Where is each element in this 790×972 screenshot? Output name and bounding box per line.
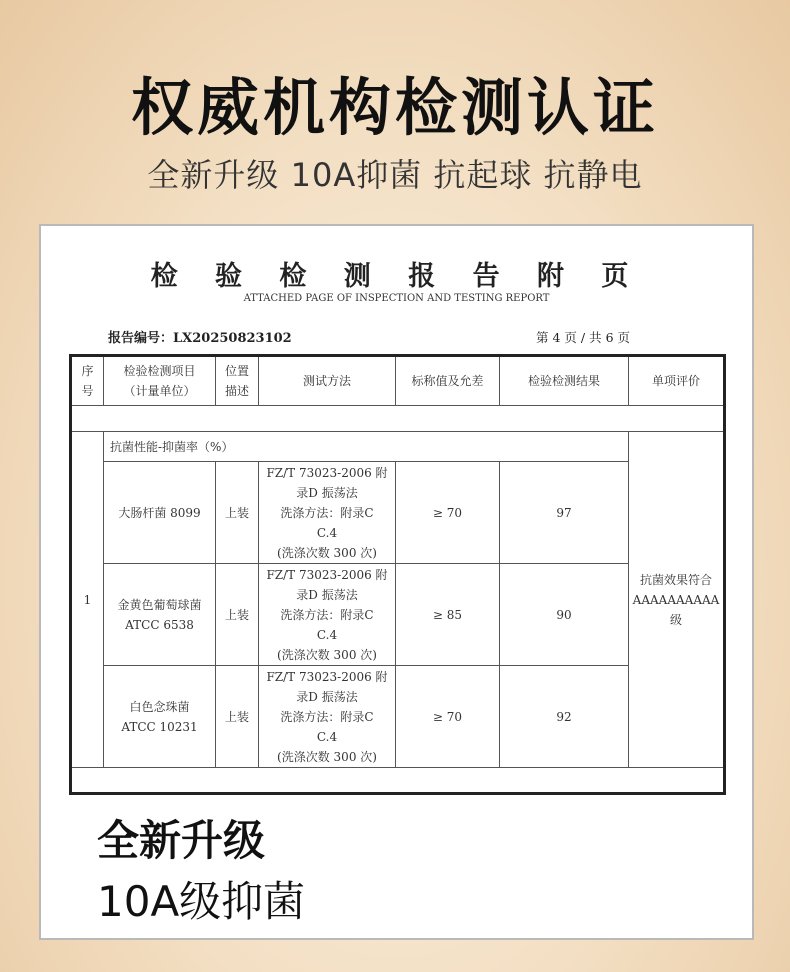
- page-info: 第 4 页 / 共 6 页: [536, 330, 630, 345]
- method-cell: FZ/T 73023-2006 附 录D 振荡法 洗涤方法：附录C C.4 (洗涤次数 300 次): [259, 564, 396, 666]
- table-row: [71, 666, 725, 768]
- method-cell: FZ/T 73023-2006 附 录D 振荡法 洗涤方法：附录C C.4 (洗涤次数 300 次): [259, 462, 396, 564]
- report-number: 报告编号：LX20250823102: [108, 331, 292, 346]
- col-result: 检验检测结果: [500, 356, 629, 406]
- page-title: 权威机构检测认证: [130, 71, 659, 144]
- spec-cell: ≥ 70: [396, 462, 500, 564]
- col-evaluation: 单项评价: [629, 356, 725, 406]
- position-cell: 上装: [216, 666, 259, 768]
- method-cell: FZ/T 73023-2006 附 录D 振荡法 洗涤方法：附录C C.4 (洗涤次数 300 次): [259, 666, 396, 768]
- report-title: 检 验 检 测 报 告 附 页: [150, 261, 643, 292]
- report-table: [69, 354, 726, 795]
- overlay-text-10a: 10A级抑菌: [97, 877, 306, 926]
- spec-cell: ≥ 85: [396, 564, 500, 666]
- col-seq: 序号: [71, 356, 104, 406]
- category-row: [71, 432, 725, 462]
- item-cell: 金黄色葡萄球菌 ATCC 6538: [104, 564, 216, 666]
- position-cell: 上装: [216, 564, 259, 666]
- category-cell: 抗菌性能-抑菌率（%）: [104, 432, 629, 462]
- seq-cell: 1: [71, 432, 104, 768]
- col-item: 检验检测项目 （计量单位）: [104, 356, 216, 406]
- table-header-row: [71, 356, 725, 406]
- report-subtitle: ATTACHED PAGE OF INSPECTION AND TESTING REPORT: [243, 293, 550, 304]
- col-method: 测试方法: [259, 356, 396, 406]
- table-row: [71, 462, 725, 564]
- blank-row: [71, 406, 725, 432]
- evaluation-cell: 抗菌效果符合 AAAAAAAAAA 级: [629, 432, 725, 768]
- spec-cell: ≥ 70: [396, 666, 500, 768]
- result-cell: 90: [500, 564, 629, 666]
- table-row: [71, 564, 725, 666]
- report-paper: [39, 224, 754, 940]
- result-cell: 92: [500, 666, 629, 768]
- col-spec: 标称值及允差: [396, 356, 500, 406]
- page-subtitle: 全新升级 10A抑菌 抗起球 抗静电: [147, 156, 643, 194]
- position-cell: 上装: [216, 462, 259, 564]
- item-cell: 白色念珠菌 ATCC 10231: [104, 666, 216, 768]
- col-position: 位置描述: [216, 356, 259, 406]
- item-cell: 大肠杆菌 8099: [104, 462, 216, 564]
- overlay-text-upgrade: 全新升级: [97, 816, 266, 865]
- result-cell: 97: [500, 462, 629, 564]
- blank-row: [71, 768, 725, 794]
